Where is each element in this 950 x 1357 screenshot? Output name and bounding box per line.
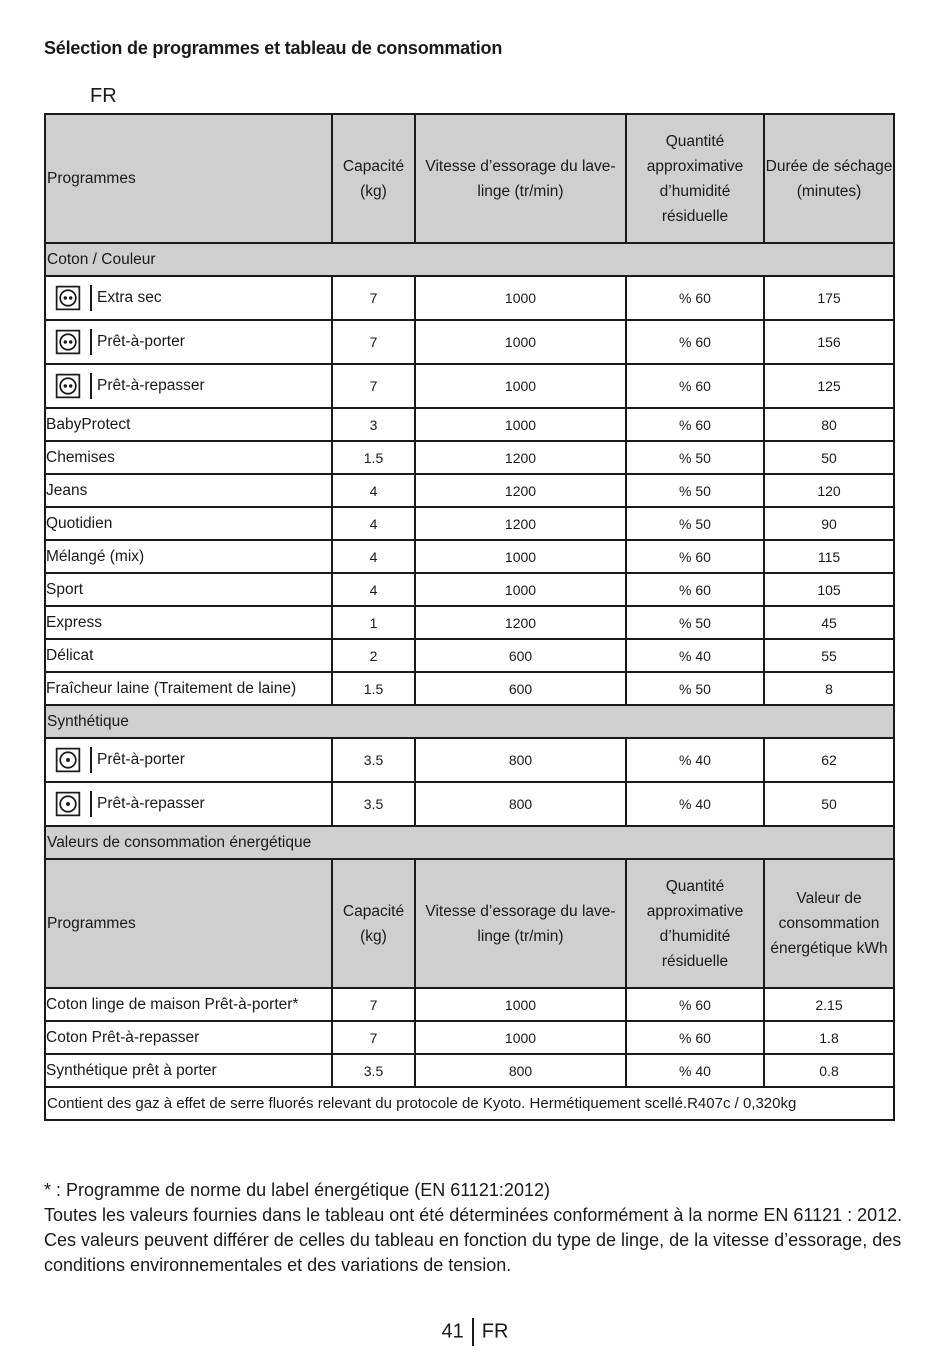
drying-time-cell: 50: [764, 782, 894, 826]
section-synthetique-title: Synthétique: [45, 705, 894, 738]
section-title-coton: Coton / Couleur: [45, 243, 894, 276]
spin-speed-cell: 1000: [415, 1021, 626, 1054]
residual-humidity-cell: % 50: [626, 606, 764, 639]
header2-vitesse: Vitesse d’essorage du lave-linge (tr/min): [415, 859, 626, 988]
section-synthetique-row: [45, 705, 894, 738]
capacity-cell: 3.5: [332, 1054, 415, 1087]
capacity-cell: 1: [332, 606, 415, 639]
program-cell: [45, 782, 332, 826]
capacity-cell: 4: [332, 573, 415, 606]
table-row: [45, 320, 894, 364]
program-label: Coton linge de maison Prêt-à-porter*: [45, 988, 332, 1021]
spin-speed-cell: 1000: [415, 276, 626, 320]
header2-quantite: Quantité approximative d’humidité résiduelle: [626, 859, 764, 988]
drying-time-cell: 8: [764, 672, 894, 705]
residual-humidity-cell: % 60: [626, 988, 764, 1021]
residual-humidity-cell: % 40: [626, 738, 764, 782]
spin-speed-cell: 1000: [415, 320, 626, 364]
residual-humidity-cell: % 50: [626, 672, 764, 705]
program-label: Fraîcheur laine (Traitement de laine): [45, 672, 332, 705]
table-row: [45, 1021, 894, 1054]
capacity-cell: 7: [332, 276, 415, 320]
capacity-cell: 3.5: [332, 738, 415, 782]
energy-value-cell: 0.8: [764, 1054, 894, 1087]
table-row: [45, 606, 894, 639]
tumble-dry-two-dots-icon: [55, 329, 81, 355]
energy-value-cell: 2.15: [764, 988, 894, 1021]
table-row: [45, 988, 894, 1021]
tumble-dry-two-dots-icon: [55, 285, 81, 311]
table-row: [45, 441, 894, 474]
header-programmes: Programmes: [45, 114, 332, 243]
icon-box: [46, 329, 92, 355]
section-energy-title: Valeurs de consommation énergétique: [45, 826, 894, 859]
spin-speed-cell: 1000: [415, 573, 626, 606]
drying-time-cell: 80: [764, 408, 894, 441]
program-cell: [45, 738, 332, 782]
program-cell: [45, 364, 332, 408]
program-label: Mélangé (mix): [45, 540, 332, 573]
table-row: [45, 474, 894, 507]
residual-humidity-cell: % 60: [626, 408, 764, 441]
spin-speed-cell: 1000: [415, 408, 626, 441]
drying-time-cell: 175: [764, 276, 894, 320]
program-cell: [45, 276, 332, 320]
capacity-cell: 7: [332, 988, 415, 1021]
drying-time-cell: 62: [764, 738, 894, 782]
program-label: Coton Prêt-à-repasser: [45, 1021, 332, 1054]
drying-time-cell: 156: [764, 320, 894, 364]
residual-humidity-cell: % 50: [626, 474, 764, 507]
program-label: Prêt-à-repasser: [97, 795, 205, 812]
page-footer: [0, 1318, 950, 1346]
program-label: Prêt-à-repasser: [97, 377, 205, 394]
page-title: Sélection de programmes et tableau de consommation: [44, 38, 503, 58]
gas-note-row: [45, 1087, 894, 1120]
residual-humidity-cell: % 60: [626, 540, 764, 573]
residual-humidity-cell: % 50: [626, 507, 764, 540]
capacity-cell: 4: [332, 474, 415, 507]
header-vitesse: Vitesse d’essorage du lave-linge (tr/min): [415, 114, 626, 243]
gas-note: Contient des gaz à effet de serre fluorés relevant du protocole de Kyoto. Hermétiquement scellé.R407c / 0,320kg: [45, 1087, 894, 1120]
residual-humidity-cell: % 60: [626, 320, 764, 364]
spin-speed-cell: 800: [415, 738, 626, 782]
capacity-cell: 3: [332, 408, 415, 441]
table-row: [45, 672, 894, 705]
program-label: Sport: [45, 573, 332, 606]
table-row: [45, 782, 894, 826]
table-row: [45, 364, 894, 408]
program-label: Jeans: [45, 474, 332, 507]
capacity-cell: 7: [332, 1021, 415, 1054]
footer-language: FR: [481, 1320, 509, 1343]
table-row: [45, 408, 894, 441]
program-label: Délicat: [45, 639, 332, 672]
capacity-cell: 7: [332, 320, 415, 364]
page-number: 41: [441, 1320, 464, 1343]
spin-speed-cell: 1200: [415, 606, 626, 639]
table-header-row: [45, 114, 894, 243]
program-label: Chemises: [45, 441, 332, 474]
spin-speed-cell: 1200: [415, 507, 626, 540]
capacity-cell: 1.5: [332, 672, 415, 705]
drying-time-cell: 90: [764, 507, 894, 540]
footnote: [44, 1178, 904, 1278]
program-label: Synthétique prêt à porter: [45, 1054, 332, 1087]
table-row: [45, 1054, 894, 1087]
drying-time-cell: 55: [764, 639, 894, 672]
residual-humidity-cell: % 50: [626, 441, 764, 474]
header-duree: Durée de séchage (minutes): [764, 114, 894, 243]
spin-speed-cell: 800: [415, 1054, 626, 1087]
program-cell: [45, 320, 332, 364]
table-row: [45, 573, 894, 606]
spin-speed-cell: 1000: [415, 540, 626, 573]
spin-speed-cell: 1000: [415, 364, 626, 408]
capacity-cell: 1.5: [332, 441, 415, 474]
tumble-dry-one-dot-icon: [55, 747, 81, 773]
spin-speed-cell: 800: [415, 782, 626, 826]
language-code: FR: [90, 85, 117, 107]
program-label: Express: [45, 606, 332, 639]
capacity-cell: 7: [332, 364, 415, 408]
table-row: [45, 507, 894, 540]
energy-value-cell: 1.8: [764, 1021, 894, 1054]
icon-box: [46, 373, 92, 399]
program-consumption-table: [44, 113, 895, 1121]
table-row: [45, 639, 894, 672]
capacity-cell: 4: [332, 540, 415, 573]
program-label: Extra sec: [97, 289, 162, 306]
spin-speed-cell: 1200: [415, 474, 626, 507]
table-row: [45, 738, 894, 782]
icon-box: [46, 791, 92, 817]
section-energy-row: [45, 826, 894, 859]
icon-box: [46, 285, 92, 311]
drying-time-cell: 45: [764, 606, 894, 639]
spin-speed-cell: 600: [415, 672, 626, 705]
drying-time-cell: 50: [764, 441, 894, 474]
icon-box: [46, 747, 92, 773]
energy-header-row: [45, 859, 894, 988]
drying-time-cell: 105: [764, 573, 894, 606]
residual-humidity-cell: % 60: [626, 573, 764, 606]
residual-humidity-cell: % 40: [626, 1054, 764, 1087]
table-row: [45, 540, 894, 573]
drying-time-cell: 120: [764, 474, 894, 507]
program-label: Quotidien: [45, 507, 332, 540]
footnote-standard: Toutes les valeurs fournies dans le tableau ont été déterminées conformément à la norme EN 61121 : 2012. Ces valeurs peuvent différer de celles du tableau en fonction du type de linge, de la vitesse d’essorage, des conditions environnementales et des variations de tension.: [44, 1205, 903, 1275]
residual-humidity-cell: % 40: [626, 639, 764, 672]
header-quantite: Quantité approximative d’humidité résiduelle: [626, 114, 764, 243]
residual-humidity-cell: % 60: [626, 364, 764, 408]
header2-programmes: Programmes: [45, 859, 332, 988]
residual-humidity-cell: % 60: [626, 276, 764, 320]
drying-time-cell: 125: [764, 364, 894, 408]
spin-speed-cell: 600: [415, 639, 626, 672]
header2-valeur: Valeur de consommation énergétique kWh: [764, 859, 894, 988]
section-row-coton: [45, 243, 894, 276]
capacity-cell: 3.5: [332, 782, 415, 826]
header2-capacite: Capacité (kg): [332, 859, 415, 988]
program-label: Prêt-à-porter: [97, 333, 185, 350]
residual-humidity-cell: % 40: [626, 782, 764, 826]
footnote-asterisk: * : Programme de norme du label énergétique (EN 61121:2012): [44, 1180, 550, 1200]
spin-speed-cell: 1200: [415, 441, 626, 474]
residual-humidity-cell: % 60: [626, 1021, 764, 1054]
drying-time-cell: 115: [764, 540, 894, 573]
table-row: [45, 276, 894, 320]
tumble-dry-two-dots-icon: [55, 373, 81, 399]
program-label: BabyProtect: [45, 408, 332, 441]
tumble-dry-one-dot-icon: [55, 791, 81, 817]
footer-separator: [472, 1318, 474, 1346]
program-label: Prêt-à-porter: [97, 751, 185, 768]
capacity-cell: 2: [332, 639, 415, 672]
spin-speed-cell: 1000: [415, 988, 626, 1021]
capacity-cell: 4: [332, 507, 415, 540]
header-capacite: Capacité (kg): [332, 114, 415, 243]
